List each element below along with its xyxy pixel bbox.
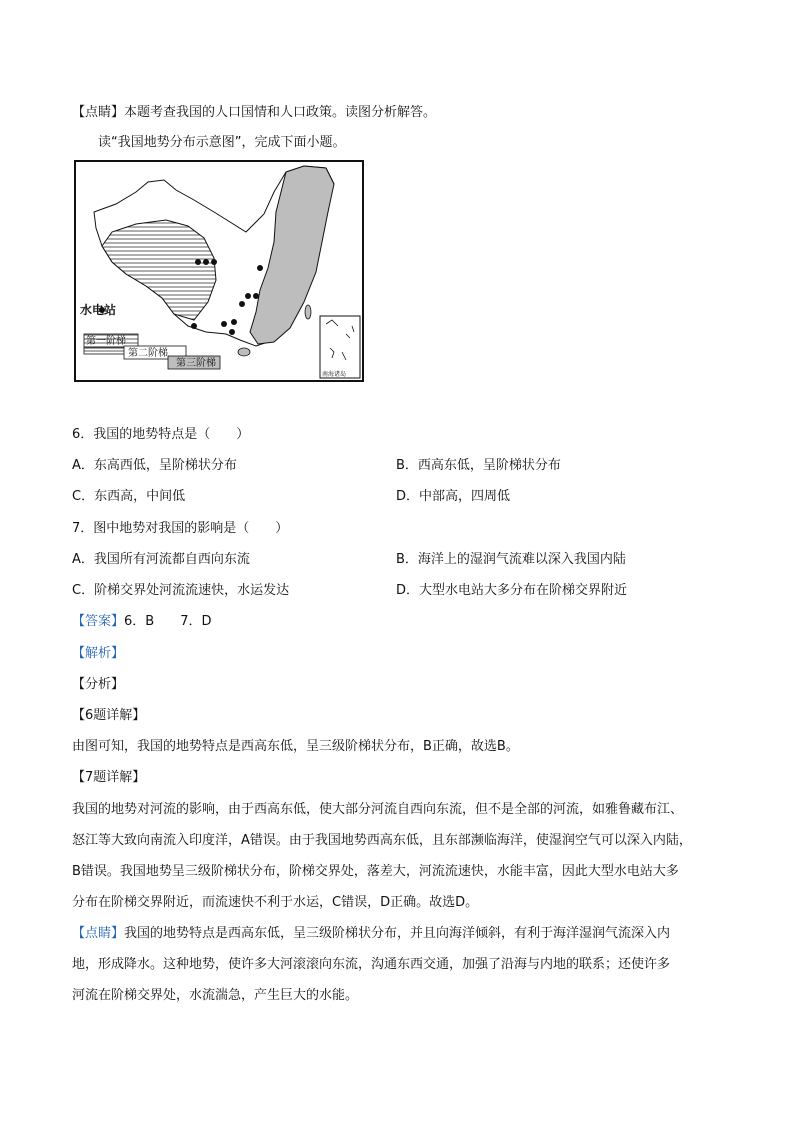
- hydro-dot: [253, 293, 259, 299]
- hydro-dot: [231, 319, 237, 325]
- q7-option-d: D．大型水电站大多分布在阶梯交界附近: [396, 583, 628, 598]
- d6-heading: 【6题详解】: [72, 708, 146, 723]
- hydro-label: 水电站: [80, 303, 117, 317]
- terrain-map: [74, 160, 364, 382]
- answer-text: 6．B 7．D: [124, 614, 212, 629]
- hydro-dot: [245, 293, 251, 299]
- bottom-dianjing-line: 地，形成降水。这种地势，使许多大河滚滚向东流，沟通东西交通，加强了沿海与内地的联系；还使许多: [72, 957, 671, 972]
- d7-line: 怒江等大致向南流入印度洋，A错误。由于我国地势西高东低，且东部濒临海洋，使湿润空气可以深入内陆，: [72, 833, 692, 848]
- q7-option-b: B．海洋上的湿润气流难以深入我国内陆: [396, 552, 626, 567]
- q6-option-c: C．东西高，中间低: [72, 489, 186, 504]
- hydro-dot: [221, 321, 227, 327]
- d7-line: 我国的地势对河流的影响，由于西高东低，使大部分河流自西向东流，但不是全部的河流，如雅鲁藏布江、: [72, 802, 684, 817]
- map-intro: 读“我国地势分布示意图”，完成下面小题。: [98, 135, 346, 150]
- first-step-region: [102, 220, 216, 320]
- q6-option-a: A．东高西低，呈阶梯状分布: [72, 458, 237, 473]
- q6-option-d: D．中部高，四周低: [396, 489, 511, 504]
- hydro-dot: [229, 329, 235, 335]
- hydro-dot: [203, 259, 209, 265]
- map-svg: [76, 162, 362, 380]
- dianjing-text: 本题考查我国的人口国情和人口政策。读图分析解答。: [124, 105, 437, 120]
- fenxi-heading: 【分析】: [72, 677, 125, 692]
- top-dianjing-line: [72, 104, 436, 122]
- d6-body: 由图可知，我国的地势特点是西高东低，呈三级阶梯状分布，B正确，故选B。: [72, 739, 519, 754]
- step1-label: 第一阶梯: [86, 336, 126, 347]
- inset-frame: [320, 316, 360, 378]
- jiexi-heading: 【解析】: [72, 646, 125, 661]
- dianjing-tag: 【点睛】: [72, 105, 125, 120]
- hydro-dot: [211, 259, 217, 265]
- hydro-dot: [195, 259, 201, 265]
- dianjing-text: 我国的地势特点是西高东低，呈三级阶梯状分布，并且向海洋倾斜，有利于海洋湿润气流深入内: [124, 926, 671, 941]
- d7-heading: 【7题详解】: [72, 770, 146, 785]
- step2-label: 第二阶梯: [128, 348, 168, 359]
- inset-label: 南海诸岛: [322, 371, 347, 378]
- d7-line: 分布在阶梯交界附近，而流速快不利于水运，C错误，D正确。故选D。: [72, 895, 479, 910]
- q6-option-b: B．西高东低，呈阶梯状分布: [396, 458, 561, 473]
- hydro-dot: [239, 301, 245, 307]
- step3-label: 第三阶梯: [176, 358, 216, 369]
- south-china-sea-inset: [320, 316, 360, 378]
- bottom-dianjing-line: 河流在阶梯交界处，水流湍急，产生巨大的水能。: [72, 988, 359, 1003]
- q6-stem: 6．我国的地势特点是（ ）: [72, 427, 250, 442]
- taiwan-island: [305, 305, 311, 319]
- hydro-dot: [257, 265, 263, 271]
- q7-option-c: C．阶梯交界处河流流速快，水运发达: [72, 583, 290, 598]
- q7-option-a: A．我国所有河流都自西向东流: [72, 552, 250, 567]
- hainan-island: [238, 348, 250, 356]
- bottom-dianjing-line: [72, 925, 670, 943]
- step-legend: [84, 334, 220, 369]
- d7-line: B错误。我国地势呈三级阶梯状分布，阶梯交界处，落差大，河流流速快，水能丰富，因此大型水电站大多: [72, 864, 679, 879]
- answer-tag: 【答案】: [72, 614, 125, 629]
- answer-line: [72, 613, 212, 631]
- dianjing-tag: 【点睛】: [72, 926, 125, 941]
- hydro-dot: [191, 323, 197, 329]
- q7-stem: 7．图中地势对我国的影响是（ ）: [72, 521, 289, 536]
